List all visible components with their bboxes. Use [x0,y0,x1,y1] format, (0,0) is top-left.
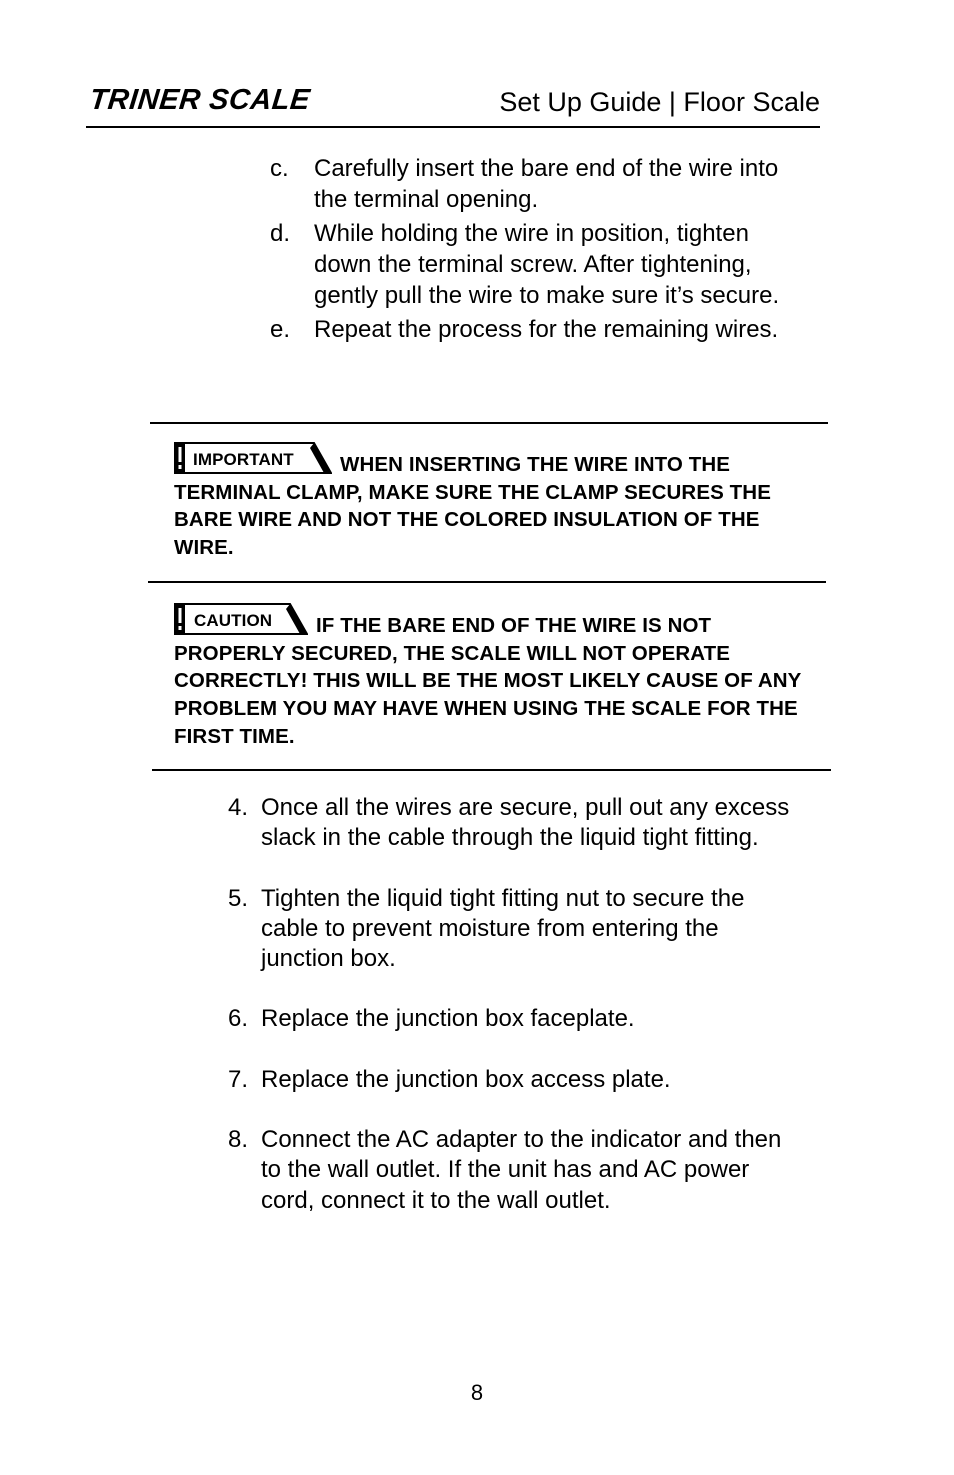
important-tag [174,442,332,474]
step-number: 6. [228,1005,249,1033]
step-number: 4. [228,794,249,821]
divider [152,769,831,771]
list-item-text: Repeat the process for the remaining wires. [314,316,779,343]
list-marker: c. [270,155,289,182]
page-header [86,82,820,128]
step-number: 7. [228,1065,249,1093]
list-item [228,1004,798,1034]
step-number: 8. [228,1126,249,1154]
list-item [270,218,810,311]
list-item [228,1125,798,1216]
important-notice [174,442,824,562]
list-marker: d. [270,220,291,247]
caution-text: IF THE BARE END OF THE WIRE IS NOT PROPERLY SECURED, THE SCALE WILL NOT OPERATE CORRECTLY! THIS WILL BE THE MOST LIKELY CAUSE OF ANY PROBLEM YOU MAY HAVE WHEN USING THE SCALE FOR THE FIRST TIME. [174,614,802,748]
caution-notice [174,603,824,751]
caution-tag-graphic [174,603,308,635]
list-item [228,884,798,975]
divider [150,422,828,424]
step-text: Replace the junction box access plate. [261,1065,671,1093]
brand-logo: TRINER SCALE [88,84,312,116]
list-marker: e. [270,316,291,343]
important-label: IMPORTANT [193,450,294,469]
step-number: 5. [228,884,249,912]
caution-label: CAUTION [194,611,273,630]
list-item [270,314,810,345]
step-text: Connect the AC adapter to the indicator and then to the wall outlet. If the unit has and AC power cord, connect it to the wall outlet. [261,1126,782,1214]
divider [148,581,826,583]
important-text: WHEN INSERTING THE WIRE INTO THE TERMINAL CLAMP, MAKE SURE THE CLAMP SECURES THE BARE WIRE AND NOT THE COLORED INSULATION OF THE WIRE. [174,453,771,560]
list-item [228,793,798,854]
step-text: Replace the junction box faceplate. [261,1005,635,1033]
step-text: Once all the wires are secure, pull out any excess slack in the cable through the liquid tight fitting. [261,794,790,852]
page-number: 8 [470,1380,484,1405]
caution-tag [174,603,308,635]
list-item [270,153,810,215]
step-text: Tighten the liquid tight fitting nut to secure the cable to prevent moisture from entering the junction box. [261,884,745,973]
substep-list [270,153,810,348]
list-item-text: Carefully insert the bare end of the wire into the terminal opening. [314,155,779,213]
document-title: Set Up Guide | Floor Scale [499,87,820,117]
step-list [228,793,798,1246]
list-item-text: While holding the wire in position, tighten down the terminal screw. After tightening, gently pull the wire to make sure it’s secure. [314,220,780,309]
important-tag-graphic [174,442,332,474]
list-item [228,1065,798,1095]
